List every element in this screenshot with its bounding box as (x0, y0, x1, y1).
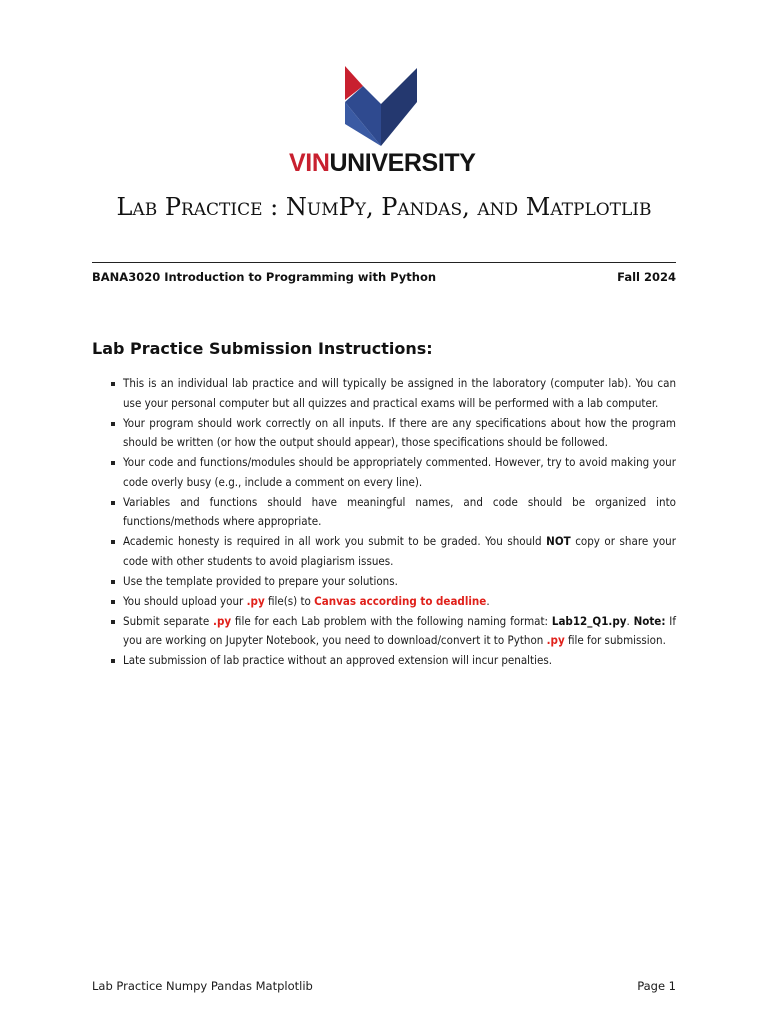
bullet-icon (111, 461, 115, 465)
instruction-text: file(s) to (264, 593, 315, 608)
instruction-text: Submit separate (123, 613, 214, 628)
course-name: BANA3020 Introduction to Programming with Python (92, 270, 437, 284)
bullet-icon (111, 501, 115, 505)
instruction-text: copy or share your code with other students to avoid plagiarism issues. (123, 534, 676, 568)
instruction-item (92, 651, 676, 671)
instruction-text: .py (213, 613, 232, 628)
logo-wordmark (289, 149, 476, 177)
instruction-item (92, 592, 676, 612)
instruction-text: Your program should work correctly on all inputs. If there are any specifications about how the program should be written (or how the output should appear), those specifications should be followed. (123, 415, 676, 449)
instructions-list (92, 374, 676, 671)
footer-document-name: Lab Practice Numpy Pandas Matplotlib (92, 979, 313, 993)
instruction-text: Canvas according to deadline (314, 593, 487, 608)
instruction-text: You should upload your (123, 593, 247, 608)
term-label: Fall 2024 (617, 270, 676, 284)
footer-page-number: Page 1 (637, 979, 676, 993)
instruction-text: file for each Lab problem with the following naming format: (231, 613, 552, 628)
instruction-item (92, 453, 676, 492)
section-heading: Lab Practice Submission Instructions: (92, 339, 433, 358)
instruction-item (92, 532, 676, 571)
instruction-text: This is an individual lab practice and will typically be assigned in the laboratory (computer lab). You can use your personal computer but all quizzes and practical exams will be performed with a lab computer. (123, 376, 676, 410)
instruction-text: Academic honesty is required in all work you submit to be graded. You should (123, 534, 547, 548)
instruction-text: Lab12_Q1.py (551, 613, 627, 628)
instruction-text: Note: (633, 613, 666, 628)
vinuniversity-v-logo-icon (289, 64, 473, 146)
bullet-icon (111, 600, 115, 604)
logo-wordmark-university: UNIVERSITY (329, 149, 476, 177)
bullet-icon (111, 620, 115, 624)
instruction-text: . (626, 613, 634, 628)
instruction-text: .py (246, 593, 265, 608)
logo-wordmark-vin: VIN (289, 149, 330, 177)
bullet-icon (111, 540, 115, 544)
university-logo (289, 64, 476, 178)
instruction-item (92, 572, 676, 592)
header-divider (92, 262, 676, 263)
instruction-text: .py (546, 633, 565, 647)
bullet-icon (111, 382, 115, 386)
instruction-text: Use the template provided to prepare your solutions. (123, 573, 398, 588)
instruction-item (92, 612, 676, 651)
bullet-icon (111, 659, 115, 663)
instruction-text: file for submission. (564, 633, 666, 647)
instruction-text: . (486, 593, 490, 608)
instruction-text: Your code and functions/modules should be appropriately commented. However, try to avoid making your code overly busy (e.g., include a comment on every line). (123, 455, 676, 489)
instruction-item (92, 493, 676, 532)
instruction-item (92, 374, 676, 413)
instruction-text: Variables and functions should have meaningful names, and code should be organized into functions/methods where appropriate. (123, 494, 676, 528)
document-title: Lab Practice : NumPy, Pandas, and Matplotlib (116, 193, 652, 221)
bullet-icon (111, 580, 115, 584)
bullet-icon (111, 422, 115, 426)
instruction-text: If you are working on Jupyter Notebook, you need to download/convert it to Python (123, 613, 676, 647)
instruction-text: NOT (546, 534, 571, 548)
instruction-item (92, 414, 676, 453)
instruction-text: Late submission of lab practice without an approved extension will incur penalties. (123, 653, 553, 667)
